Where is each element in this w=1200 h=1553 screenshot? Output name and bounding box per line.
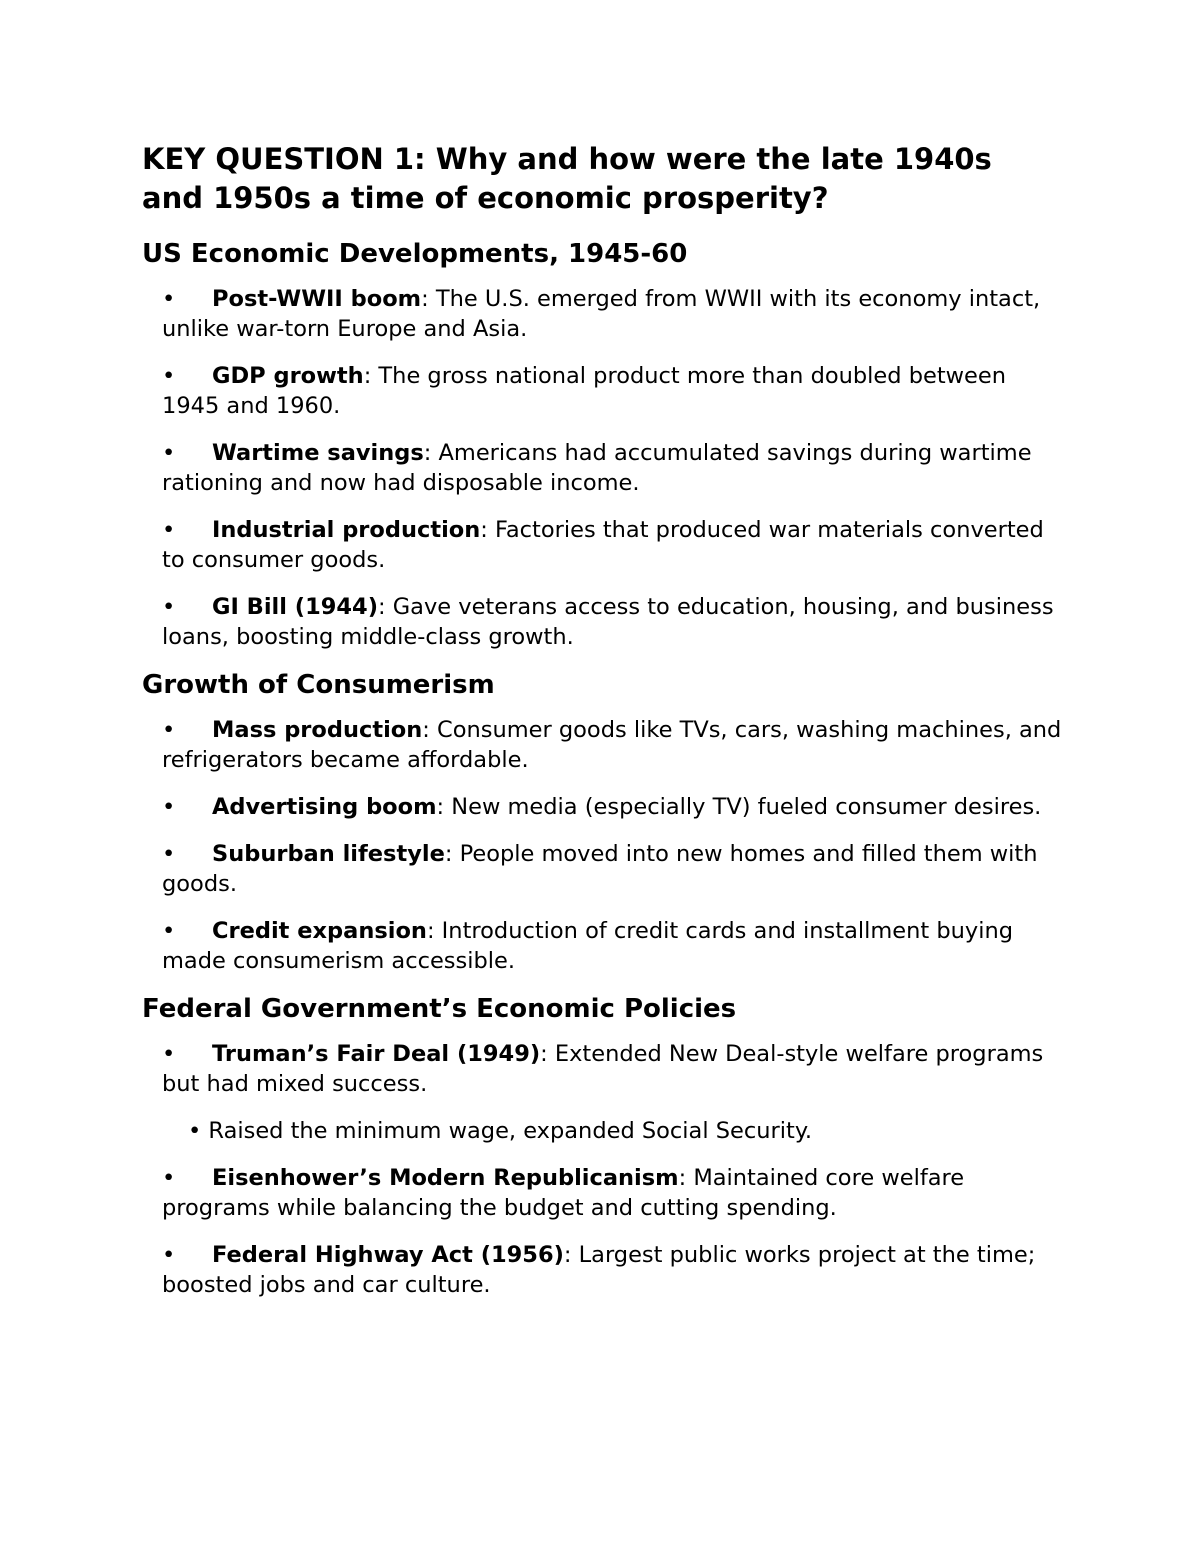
section-heading: US Economic Developments, 1945-60 xyxy=(142,239,688,269)
list-item xyxy=(162,792,1062,822)
bullet-icon: • xyxy=(162,918,176,944)
item-term: Wartime savings xyxy=(212,440,424,466)
bullet-icon: • xyxy=(162,1165,176,1191)
bullet-icon: • xyxy=(162,717,176,743)
bullet-icon: • xyxy=(162,1041,176,1067)
bullet-icon: • xyxy=(162,286,176,312)
list-item xyxy=(162,515,1062,575)
item-text: : People moved into new homes and filled them with goods. xyxy=(162,841,1038,897)
list-item xyxy=(162,715,1062,775)
item-text: : New media (especially TV) fueled consumer desires. xyxy=(436,794,1042,820)
bullet-icon: • xyxy=(162,517,176,543)
item-term: Eisenhower’s Modern Republicanism xyxy=(212,1165,679,1191)
list-item xyxy=(162,592,1062,652)
list-item xyxy=(162,361,1062,421)
bullet-icon: • xyxy=(162,363,176,389)
item-term: Advertising boom xyxy=(212,794,437,820)
list-item xyxy=(162,839,1062,899)
bullet-icon: • xyxy=(162,440,176,466)
bullet-icon: • xyxy=(162,594,176,620)
item-term: GI Bill (1944) xyxy=(212,594,378,620)
item-text: : Introduction of credit cards and installment buying made consumerism accessible. xyxy=(162,918,1014,974)
section-heading: Federal Government’s Economic Policies xyxy=(142,994,737,1024)
section-heading: Growth of Consumerism xyxy=(142,670,495,700)
item-term: Credit expansion xyxy=(212,918,427,944)
page-title: KEY QUESTION 1: Why and how were the late 1940s and 1950s a time of economic prosperity? xyxy=(142,142,992,215)
item-text: : The U.S. emerged from WWII with its economy intact, unlike war-torn Europe and Asia. xyxy=(162,286,1041,342)
item-text: : Consumer goods like TVs, cars, washing machines, and refrigerators became affordable. xyxy=(162,717,1062,773)
item-text: : Gave veterans access to education, housing, and business loans, boosting middle-class growth. xyxy=(162,594,1054,650)
bullet-icon: • xyxy=(162,794,176,820)
item-term: Post-WWII boom xyxy=(212,286,422,312)
item-term: Truman’s Fair Deal (1949) xyxy=(212,1041,541,1067)
list-item xyxy=(162,916,1062,976)
bullet-icon: • xyxy=(162,1242,176,1268)
document-page xyxy=(142,140,1062,1317)
bullet-icon: • xyxy=(162,841,176,867)
list-item xyxy=(162,1163,1062,1223)
list-item xyxy=(162,284,1062,344)
section-federal-policies xyxy=(142,993,1062,1300)
item-term: Federal Highway Act (1956) xyxy=(212,1242,564,1268)
item-text: : The gross national product more than doubled between 1945 and 1960. xyxy=(162,363,1006,419)
section-consumerism xyxy=(142,669,1062,976)
list-item xyxy=(162,1240,1062,1300)
list-item xyxy=(162,1039,1062,1099)
item-term: Mass production xyxy=(212,717,423,743)
item-text: : Extended New Deal-style welfare programs but had mixed success. xyxy=(162,1041,1044,1097)
item-term: Industrial production xyxy=(212,517,481,543)
item-text: : Largest public works project at the time; boosted jobs and car culture. xyxy=(162,1242,1036,1298)
section-economic-developments xyxy=(142,238,1062,652)
item-term: GDP growth xyxy=(212,363,364,389)
item-term: Suburban lifestyle xyxy=(212,841,445,867)
sub-list-item: • Raised the minimum wage, expanded Social Security. xyxy=(188,1118,813,1144)
item-text: : Americans had accumulated savings during wartime rationing and now had disposable income. xyxy=(162,440,1032,496)
list-item xyxy=(162,438,1062,498)
item-text: : Factories that produced war materials converted to consumer goods. xyxy=(162,517,1044,573)
item-text: : Maintained core welfare programs while balancing the budget and cutting spending. xyxy=(162,1165,965,1221)
